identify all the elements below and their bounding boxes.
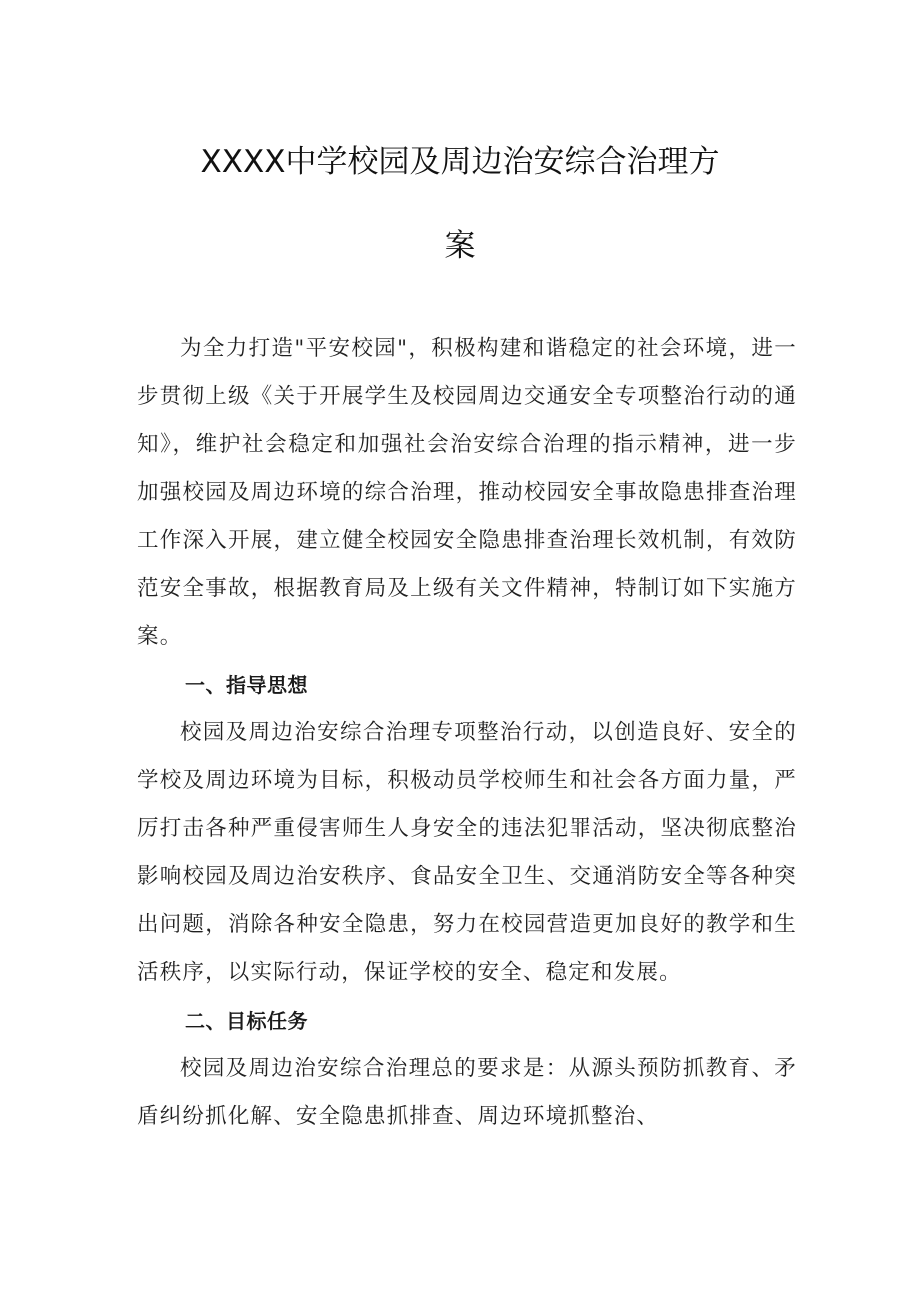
intro-paragraph: 为全力打造"平安校园"，积极构建和谐稳定的社会环境，进一步贯彻上级《关于开展学生及校园周边交通安全专项整治行动的通知》，维护社会稳定和加强社会治安综合治理的指示精神，进一步加强校园及周边环境的综合治理，推动校园安全事故隐患排查治理工作深入开展，建立健全校园安全隐患排查治理长效机制，有效防范安全事故，根据教育局及上级有关文件精神，特制订如下实施方案。 [137, 336, 797, 649]
document-title-line1: XXXX中学校园及周边治安综合治理方 [200, 144, 720, 180]
document-title-line2: 案 [444, 228, 476, 264]
section2-paragraph: 校园及周边治安综合治理总的要求是：从源头预防抓教育、矛盾纠纷抓化解、安全隐患抓排查、周边环境抓整治、 [137, 1056, 797, 1129]
section-heading-guiding-ideology: 一、指导思想 [185, 673, 308, 697]
section1-paragraph: 校园及周边治安综合治理专项整治行动，以创造良好、安全的学校及周边环境为目标，积极动员学校师生和社会各方面力量，严厉打击各种严重侵害师生人身安全的违法犯罪活动，坚决彻底整治影响校园及周边治安秩序、食品安全卫生、交通消防安全等各种突出问题，消除各种安全隐患，努力在校园营造更加良好的教学和生活秩序，以实际行动，保证学校的安全、稳定和发展。 [137, 720, 797, 985]
section-heading-objectives: 二、目标任务 [185, 1009, 308, 1033]
document-body [137, 325, 797, 1141]
